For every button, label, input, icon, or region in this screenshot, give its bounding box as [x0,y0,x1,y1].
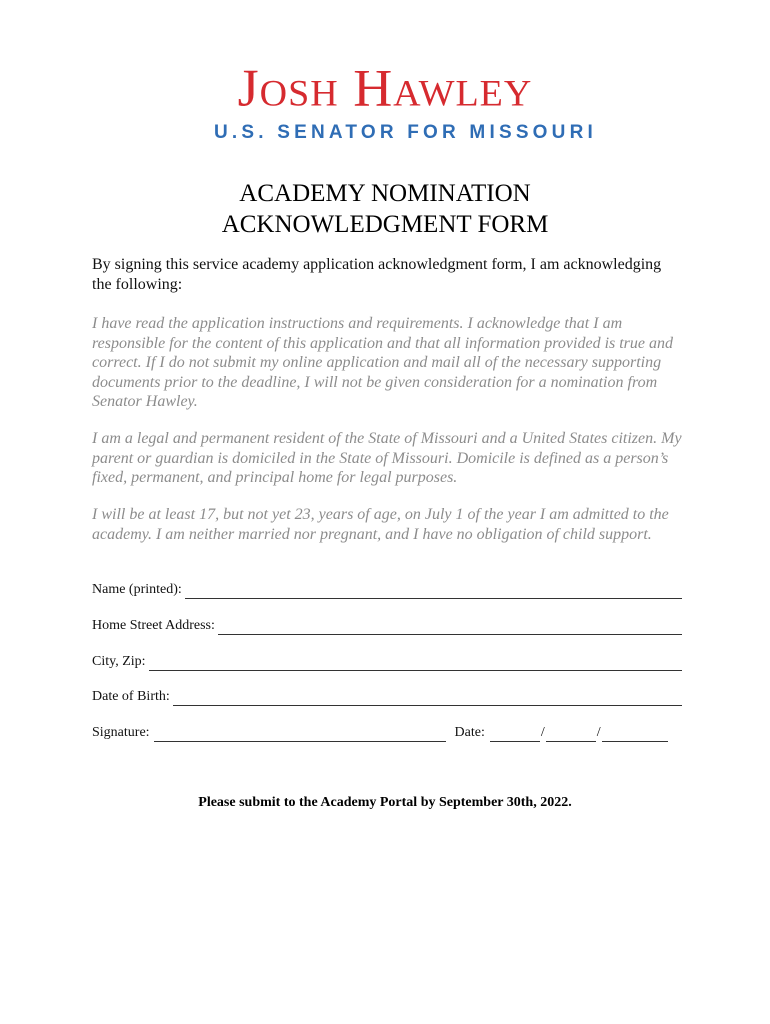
logo-name: Josh Hawley [237,58,533,118]
city-zip-input-line[interactable] [149,658,682,671]
signature-input-line[interactable] [154,729,446,742]
name-input-line[interactable] [185,586,682,599]
form-title [0,178,770,240]
dob-input-line[interactable] [173,693,682,706]
dob-label: Date of Birth: [92,689,170,704]
city-zip-label: City, Zip: [92,654,146,669]
logo-subtitle: U.S. SENATOR FOR MISSOURI [214,122,597,143]
address-label: Home Street Address: [92,618,215,633]
date-month-line[interactable] [490,729,540,742]
address-input-line[interactable] [218,622,682,635]
address-field [92,617,682,635]
intro-paragraph: By signing this service academy application acknowledgment form, I am acknowledging the following: [92,256,662,293]
statement-application: I have read the application instructions and requirements. I acknowledge that I am responsible for the content of this application and that all information provided is true and correct. If I do not submit my online application and mail all of the necessary supporting documents prior to the deadline, I will not be given consideration for a nomination from Senator Hawley. [92,315,674,410]
senator-logo [0,58,770,143]
date-year-line[interactable] [602,729,668,742]
form-title-line-2: ACKNOWLEDGMENT FORM [221,211,549,238]
signature-date-field [92,724,682,742]
dob-field [92,688,682,706]
date-separator-1: / [540,725,545,740]
date-separator-2: / [596,725,601,740]
name-field [92,581,682,599]
city-zip-field [92,653,682,671]
signature-label: Signature: [92,725,150,740]
date-day-line[interactable] [546,729,596,742]
statement-residency: I am a legal and permanent resident of the State of Missouri and a United States citizen. My parent or guardian is domiciled in the State of Missouri. Domicile is defined as a person’s fixed, permanent, and principal home for legal purposes. [92,430,682,486]
statement-eligibility: I will be at least 17, but not yet 23, years of age, on July 1 of the year I am admitted to the academy. I am neither married nor pregnant, and I have no obligation of child support. [92,506,669,543]
form-title-line-1: ACADEMY NOMINATION [239,180,531,207]
submission-note: Please submit to the Academy Portal by September 30th, 2022. [198,795,572,810]
name-label: Name (printed): [92,582,182,597]
date-label: Date: [454,725,485,740]
